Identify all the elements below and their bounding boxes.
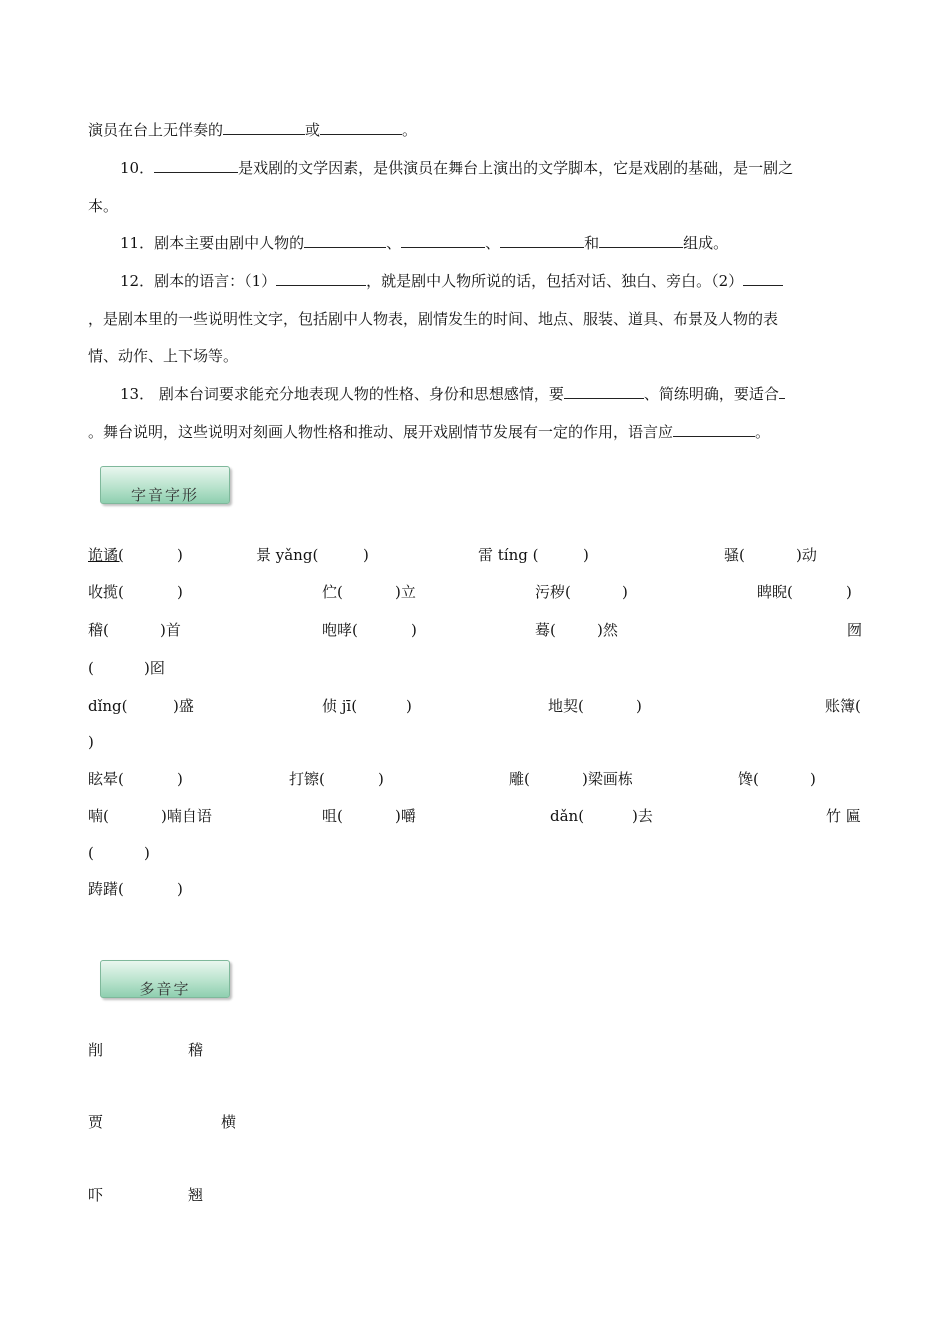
word-item: ) (177, 880, 183, 898)
word-item: 污秽( (535, 583, 571, 601)
text: 、简练明确，要适合 (643, 385, 779, 403)
word-item: )动 (796, 546, 817, 564)
word-item: 馋( (738, 770, 759, 788)
text: 。 (402, 121, 418, 139)
word-item: 踌躇( (88, 880, 124, 898)
word-item: ) (88, 733, 94, 751)
word-item: ) (622, 583, 628, 601)
text: 组成。 (683, 234, 729, 252)
word-item: )立 (395, 583, 416, 601)
word-item: ) (583, 546, 589, 564)
word-item: )首 (160, 621, 181, 639)
word-item: ) (406, 697, 412, 715)
question-9-tail (88, 120, 417, 140)
answer-blank[interactable] (599, 233, 683, 248)
text: 。舞台说明，这些说明对刻画人物性格和推动、展开戏剧情节发展有一定的作用，语言应 (88, 423, 674, 441)
word-item: )然 (597, 621, 618, 639)
polyphonic-char: 吓 (88, 1186, 104, 1204)
question-12-cont (88, 309, 778, 329)
word-item: 侦 jī( (322, 697, 358, 715)
text: ，就是剧中人物所说的话，包括对话、独白、旁白。（2） (366, 272, 744, 290)
word-item: )囵 (144, 659, 165, 677)
word-item: 伫( (322, 583, 343, 601)
word-item: )喃自语 (161, 807, 212, 825)
word-item: 稽( (88, 621, 109, 639)
word-item: 账簿( (825, 697, 861, 715)
question-number: 10． (120, 159, 155, 177)
polyphonic-char: 稽 (188, 1041, 204, 1059)
word-item: ) (636, 697, 642, 715)
answer-blank[interactable] (564, 384, 644, 399)
word-item: 咀( (322, 807, 343, 825)
section-title: 多音字 (139, 980, 191, 998)
word-item: 诡谲( (88, 546, 124, 564)
section-title: 字音字形 (130, 486, 199, 504)
section-badge-polyphonic (100, 960, 230, 998)
polyphonic-char: 贾 (88, 1113, 104, 1131)
answer-blank[interactable] (320, 120, 402, 135)
text: 和 (584, 234, 600, 252)
text: 情、动作、上下场等。 (88, 347, 239, 365)
answer-blank[interactable] (673, 422, 755, 437)
word-item: 雕( (509, 770, 530, 788)
word-item: 睥睨( (757, 583, 793, 601)
word-item: ) (411, 621, 417, 639)
question-13-cont (88, 422, 770, 442)
word-item: ) (363, 546, 369, 564)
word-item: 蓦( (535, 621, 556, 639)
word-item: 骚( (724, 546, 745, 564)
answer-blank[interactable] (304, 233, 386, 248)
question-number: 13． (120, 385, 155, 403)
answer-blank[interactable] (500, 233, 584, 248)
word-item: 囫 (847, 621, 863, 639)
word-item: 喃( (88, 807, 109, 825)
word-item: ) (144, 844, 150, 862)
word-item: 打镲( (289, 770, 325, 788)
word-item: ( (88, 659, 94, 677)
word-item: ) (810, 770, 816, 788)
text: 或 (305, 121, 321, 139)
word-item: ) (378, 770, 384, 788)
answer-blank[interactable] (401, 233, 485, 248)
question-10 (120, 158, 793, 178)
word-item: 眩晕( (88, 770, 124, 788)
polyphonic-char: 翘 (188, 1186, 204, 1204)
text: 、 (386, 234, 402, 252)
text: 本。 (88, 197, 119, 215)
word-item: )盛 (173, 697, 194, 715)
answer-blank[interactable] (154, 158, 238, 173)
word-item: ( (88, 844, 94, 862)
word-item: ) (177, 770, 183, 788)
answer-blank[interactable] (743, 271, 783, 286)
answer-blank[interactable] (779, 384, 785, 399)
word-item: ) (177, 546, 183, 564)
answer-blank[interactable] (223, 120, 305, 135)
word-item: 收揽( (88, 583, 124, 601)
polyphonic-char: 削 (88, 1041, 104, 1059)
word-item: dǐng( (88, 697, 128, 715)
text: 剧本台词要求能充分地表现人物的性格、身份和思想感情，要 (158, 385, 564, 403)
word-item: )梁画栋 (582, 770, 633, 788)
text: 、 (485, 234, 501, 252)
word-item: dǎn( (550, 807, 585, 825)
polyphonic-char: 横 (221, 1113, 237, 1131)
question-11 (120, 233, 728, 253)
question-12 (120, 271, 783, 291)
word-item: )嚼 (395, 807, 416, 825)
word-item: )去 (632, 807, 653, 825)
question-number: 11．剧本主要由剧中人物的 (120, 234, 305, 252)
text: 演员在台上无伴奏的 (88, 121, 224, 139)
question-number: 12．剧本的语言：（1） (120, 272, 277, 290)
section-badge-pronunciation (100, 466, 230, 504)
word-item: 竹 匾 (826, 807, 861, 825)
text: 。 (755, 423, 771, 441)
word-item: 地契( (548, 697, 584, 715)
word-item: ) (846, 583, 852, 601)
text: 是戏剧的文学因素，是供演员在舞台上演出的文学脚本，它是戏剧的基础，是一剧之 (238, 159, 794, 177)
question-13 (120, 384, 785, 404)
question-10-cont (88, 196, 118, 216)
word-item: 景 yǎng( (256, 546, 319, 564)
word-item: 咆哮( (322, 621, 358, 639)
question-12-cont2 (88, 346, 238, 366)
text: ，是剧本里的一些说明性文字，包括剧中人物表，剧情发生的时间、地点、服装、道具、布景及人物的表 (88, 310, 779, 328)
answer-blank[interactable] (276, 271, 366, 286)
word-item: 雷 tíng ( (478, 546, 539, 564)
word-item: ) (177, 583, 183, 601)
